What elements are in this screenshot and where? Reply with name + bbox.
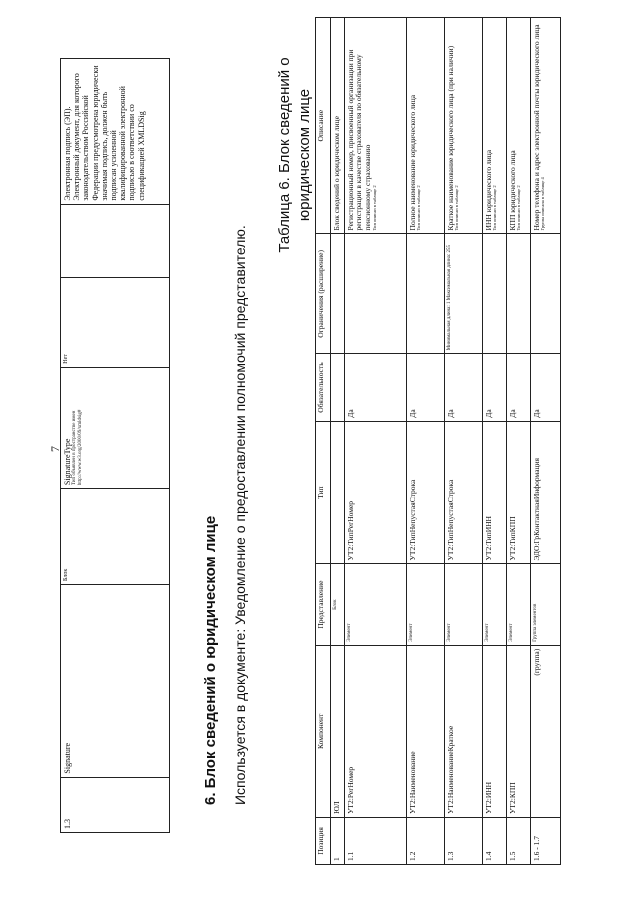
cell-component: УТ2:ИНН xyxy=(482,645,506,817)
cell-required: Да xyxy=(506,354,530,421)
sig-required: Нет xyxy=(61,277,170,367)
cell-required: Да xyxy=(482,354,506,421)
cell-type: ЭДО:ГрКонтактнаяИнформация xyxy=(530,421,560,564)
cell-position: 1.5 xyxy=(506,817,530,864)
type-note: Тип описан в таблице 2 xyxy=(371,185,377,231)
cell-position: 1.1 xyxy=(344,817,406,864)
cell-type: УТ2:ТипНепустаяСтрока xyxy=(444,421,482,564)
cell-limits xyxy=(344,234,406,354)
cell-required: Да xyxy=(530,354,560,421)
cell-required: Да xyxy=(406,354,444,421)
cell-component: УТ2:КПП xyxy=(506,645,530,817)
sig-description: Электронная подпись (ЭП). Электронный документ, для которого законодательством Российской Федерации предусмотрена юридически значимая подпись, должен быть подписан усиленной квалифицированной электронной подписью в соответствии со спецификацией XMLDSig xyxy=(61,59,170,205)
cell-description xyxy=(530,18,560,234)
cell-limits xyxy=(530,234,560,354)
table-row xyxy=(482,18,506,865)
type-note: Тип описан в таблице 2 xyxy=(416,185,422,231)
table-header-row xyxy=(316,18,331,865)
cell-type: УТ2:ТипНепустаяСтрока xyxy=(406,421,444,564)
cell-required xyxy=(331,354,345,421)
cell-type: УТ2:ТипРегНомер xyxy=(344,421,406,564)
table-row xyxy=(61,59,170,833)
description-text: КПП юридического лица xyxy=(507,150,517,231)
table-row xyxy=(506,18,530,865)
cell-type: УТ2:ТипИНН xyxy=(482,421,506,564)
cell-limits xyxy=(406,234,444,354)
table-body xyxy=(331,18,561,865)
type-note: Тип описан в таблице 2 xyxy=(454,185,460,231)
cell-limits: Минимальная длина: 1 Максимальная длина: 255 xyxy=(444,234,482,354)
description-text: Блок сведений о юридическом лице xyxy=(332,116,341,231)
cell-representation: Блок xyxy=(331,564,345,645)
page-number: 7 xyxy=(48,446,62,452)
cell-representation: Группа элементов xyxy=(530,564,560,645)
cell-representation: Элемент xyxy=(406,564,444,645)
sig-limits xyxy=(61,204,170,277)
legal-entity-table xyxy=(315,17,561,865)
table-row xyxy=(444,18,482,865)
cell-representation: Элемент xyxy=(444,564,482,645)
description-text: ИНН юридического лица xyxy=(483,149,493,231)
col-component: Компонент xyxy=(316,645,331,817)
table-row xyxy=(331,18,345,865)
cell-representation: Элемент xyxy=(344,564,406,645)
type-note: Группа описана в таблице 4 xyxy=(540,177,546,231)
description-text: Номер телефона и адрес электронной почты юридического лица xyxy=(531,24,541,231)
cell-required: Да xyxy=(444,354,482,421)
description-text: Краткое наименование юридического лица (при наличии) xyxy=(445,45,455,231)
description-text: Полное наименование юридического лица xyxy=(407,94,417,231)
table-caption: Таблица 6. Блок сведений о юридическом лице xyxy=(276,57,313,253)
type-note: Тип описан в таблице 2 xyxy=(516,185,522,231)
col-required: Обязательность xyxy=(316,354,331,421)
cell-description xyxy=(444,18,482,234)
cell-component: УТ2:Наименование xyxy=(406,645,444,817)
cell-required: Да xyxy=(344,354,406,421)
col-limits: Ограничения (расширение) xyxy=(316,234,331,354)
description-text: Регистрационный номер, присвоенный организации при регистрации в качестве страхователя по обязательному пенсионному страхованию xyxy=(345,49,372,231)
signature-table xyxy=(60,58,170,833)
sig-type-ns: http://www.w3.org/2000/09/xmldsig# xyxy=(77,409,83,486)
cell-type: УТ2:ТипКПП xyxy=(506,421,530,564)
cell-position: 1 xyxy=(331,817,345,864)
cell-limits xyxy=(506,234,530,354)
cell-component: ЮЛ xyxy=(331,645,345,817)
col-position: Позиция xyxy=(316,817,331,864)
cell-representation: Элемент xyxy=(482,564,506,645)
cell-component: УТ2:НаименованиеКраткое xyxy=(444,645,482,817)
cell-description xyxy=(482,18,506,234)
sig-component: Signature xyxy=(61,584,170,777)
cell-description xyxy=(344,18,406,234)
col-type: Тип xyxy=(316,421,331,564)
sig-type-main: SignatureType xyxy=(63,438,72,486)
type-note: Тип описан в таблице 2 xyxy=(492,185,498,231)
cell-component: УТ2:РегНомер xyxy=(344,645,406,817)
cell-position: 1.2 xyxy=(406,817,444,864)
cell-position: 1.4 xyxy=(482,817,506,864)
table-row xyxy=(406,18,444,865)
cell-limits xyxy=(331,234,345,354)
cell-limits xyxy=(482,234,506,354)
sig-representation: Блок xyxy=(61,489,170,585)
cell-description xyxy=(331,18,345,234)
sig-type-note: Тип объявлен в пространстве имен xyxy=(72,410,78,486)
section-title: 6. Блок сведений о юридическом лице xyxy=(202,515,219,805)
cell-representation: Элемент xyxy=(506,564,530,645)
cell-description xyxy=(506,18,530,234)
sig-type xyxy=(61,367,170,488)
sig-position: 1.3 xyxy=(61,777,170,832)
table-row xyxy=(530,18,560,865)
cell-position: 1.3 xyxy=(444,817,482,864)
col-description: Описание xyxy=(316,18,331,234)
used-in-text: Используется в документе: Уведомление о предоставлении полномочий представителю. xyxy=(232,225,248,805)
cell-type xyxy=(331,421,345,564)
col-representation: Представление xyxy=(316,564,331,645)
cell-component: (группа) xyxy=(530,645,560,817)
cell-description xyxy=(406,18,444,234)
cell-position: 1.6 - 1.7 xyxy=(530,817,560,864)
table-row xyxy=(344,18,406,865)
